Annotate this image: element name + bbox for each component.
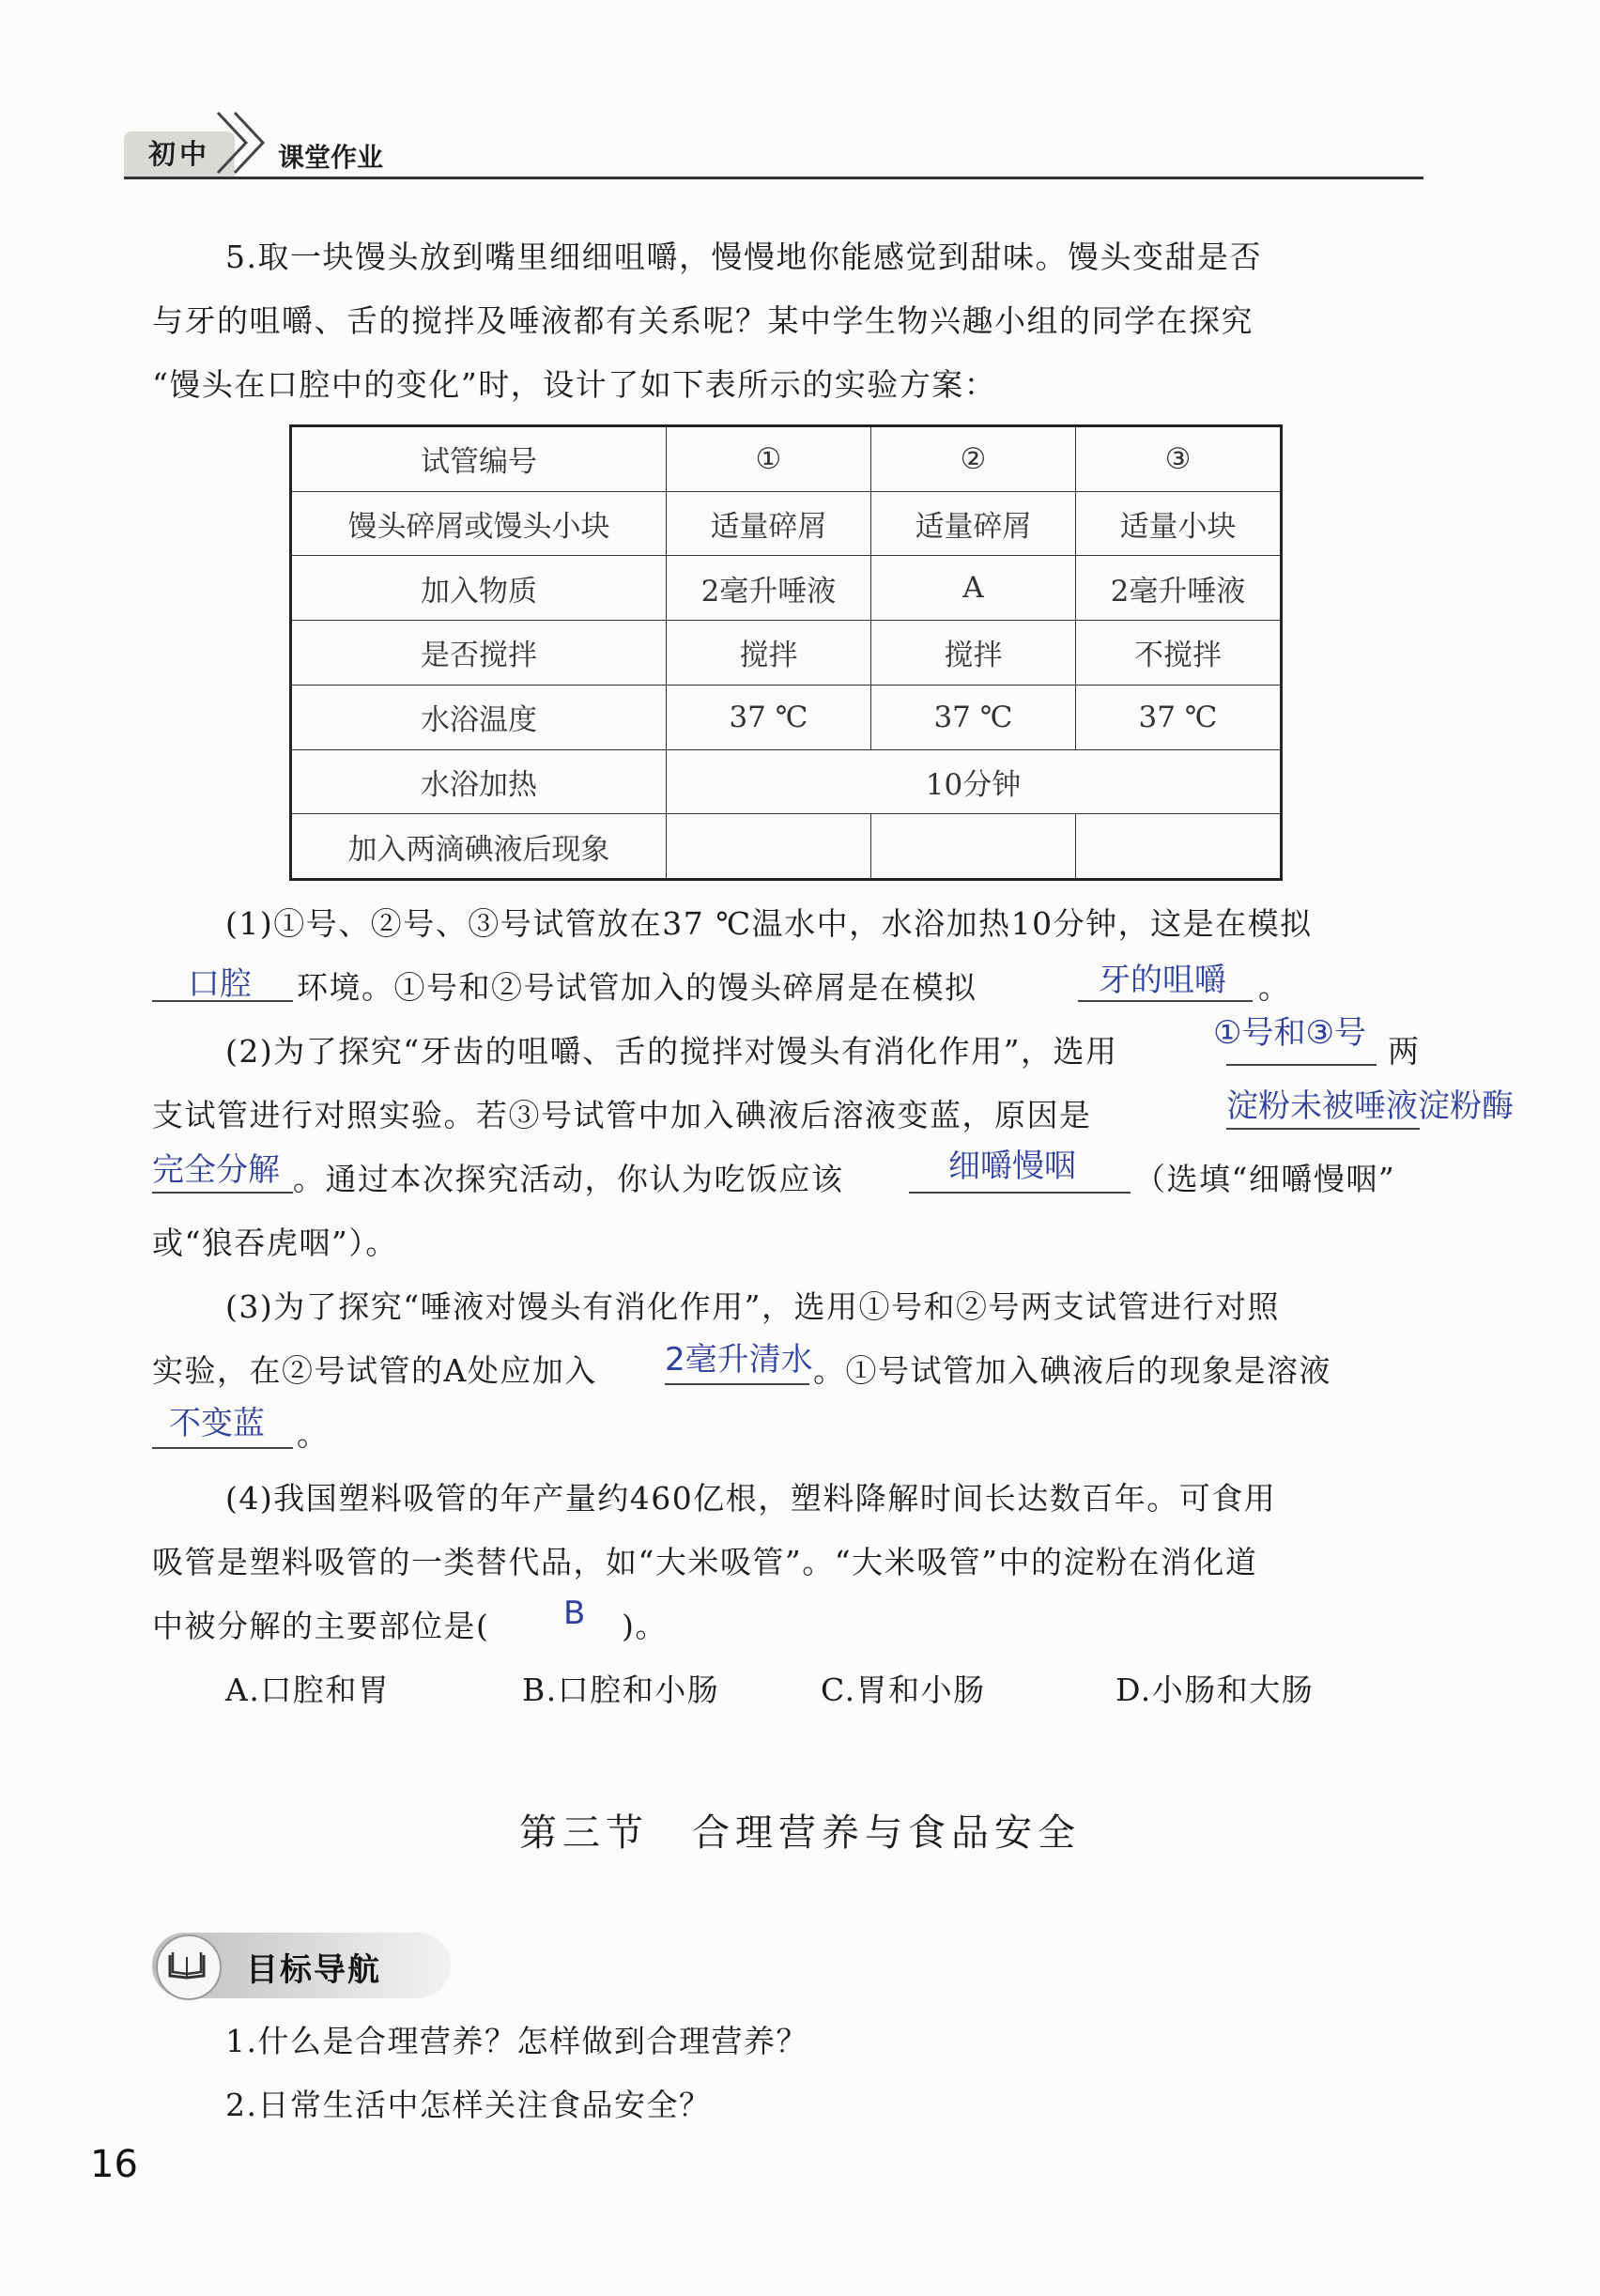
row-label: 加入两滴碘液后现象 bbox=[291, 814, 667, 880]
option-a[interactable]: A.口腔和胃 bbox=[225, 1672, 391, 1708]
section-title: 第三节 合理营养与食品安全 bbox=[519, 1811, 1081, 1855]
table-row bbox=[291, 426, 1282, 492]
table-cell: 37 ℃ bbox=[870, 685, 1075, 749]
blank-eating[interactable] bbox=[909, 1192, 1131, 1194]
table-cell: 37 ℃ bbox=[1075, 685, 1281, 749]
table-row bbox=[291, 491, 1282, 556]
table-cell: 搅拌 bbox=[870, 621, 1075, 686]
q5-4-line-3-end: )。 bbox=[622, 1608, 668, 1644]
q5-2-line-2: 支试管进行对照实验。若③号试管中加入碘液后溶液变蓝，原因是 bbox=[152, 1097, 1092, 1133]
q5-3-line-2-end: 。①号试管加入碘液后的现象是溶液 bbox=[813, 1352, 1331, 1389]
row-label: 是否搅拌 bbox=[291, 621, 667, 686]
q5-3-line-3-end: 。 bbox=[297, 1416, 330, 1453]
q5-2-line-1-end: 两 bbox=[1388, 1033, 1421, 1070]
header-title: 课堂作业 bbox=[278, 142, 384, 173]
table-cell: 2毫升唾液 bbox=[666, 556, 870, 621]
blank-substance-a[interactable] bbox=[665, 1383, 809, 1385]
q5-intro-line-1: 5.取一块馒头放到嘴里细细咀嚼，慢慢地你能感觉到甜味。馒头变甜是否 bbox=[225, 239, 1262, 275]
answer-substance-a: 2毫升清水 bbox=[665, 1341, 813, 1379]
table-cell: 适量小块 bbox=[1075, 491, 1281, 556]
q5-4-line-3: 中被分解的主要部位是( bbox=[152, 1608, 490, 1644]
table-cell bbox=[1075, 814, 1281, 880]
table-cell: 2毫升唾液 bbox=[1075, 556, 1281, 621]
option-d[interactable]: D.小肠和大肠 bbox=[1115, 1672, 1315, 1708]
answer-tubes: ①号和③号 bbox=[1213, 1014, 1366, 1052]
table-row bbox=[291, 621, 1282, 686]
table-cell bbox=[666, 814, 870, 880]
q5-intro-line-3: “馒头在口腔中的变化”时，设计了如下表所示的实验方案： bbox=[152, 366, 997, 403]
q5-1-line-1: (1)①号、②号、③号试管放在37 ℃温水中，水浴加热10分钟，这是在模拟 bbox=[225, 905, 1313, 942]
q5-4-line-2: 吸管是塑料吸管的一类替代品，如“大米吸管”。“大米吸管”中的淀粉在消化道 bbox=[152, 1544, 1258, 1580]
answer-eating: 细嚼慢咽 bbox=[948, 1148, 1076, 1185]
q5-3-line-2: 实验，在②号试管的A处应加入 bbox=[152, 1352, 597, 1389]
table-cell: 适量碎屑 bbox=[870, 491, 1075, 556]
table-cell: 不搅拌 bbox=[1075, 621, 1281, 686]
goals-title: 目标导航 bbox=[246, 1951, 381, 1989]
row-label: 试管编号 bbox=[291, 426, 667, 492]
q5-3-line-1: (3)为了探究“唾液对馒头有消化作用”，选用①号和②号两支试管进行对照 bbox=[225, 1288, 1280, 1325]
answer-environment: 口腔 bbox=[188, 965, 252, 1003]
q5-2-line-1: (2)为了探究“牙齿的咀嚼、舌的搅拌对馒头有消化作用”，选用 bbox=[225, 1033, 1118, 1070]
blank-reason[interactable] bbox=[1226, 1128, 1420, 1130]
table-cell: ① bbox=[666, 426, 870, 492]
option-b[interactable]: B.口腔和小肠 bbox=[522, 1672, 720, 1708]
answer-reason-part-2: 完全分解 bbox=[152, 1151, 280, 1189]
table-cell bbox=[870, 814, 1075, 880]
header-divider bbox=[124, 177, 1423, 179]
table-cell: ③ bbox=[1075, 426, 1281, 492]
table-cell-merged: 10分钟 bbox=[666, 749, 1281, 814]
q5-2-line-4: 或“狼吞虎咽”）。 bbox=[152, 1225, 398, 1261]
goal-item-1: 1.什么是合理营养？怎样做到合理营养？ bbox=[225, 2023, 808, 2059]
table-cell: 37 ℃ bbox=[666, 685, 870, 749]
table-cell: 搅拌 bbox=[666, 621, 870, 686]
answer-simulate: 牙的咀嚼 bbox=[1099, 962, 1226, 999]
table-row bbox=[291, 685, 1282, 749]
table-row bbox=[291, 556, 1282, 621]
q5-intro-line-2: 与牙的咀嚼、舌的搅拌及唾液都有关系呢？某中学生物兴趣小组的同学在探究 bbox=[152, 302, 1254, 339]
q5-4-line-1: (4)我国塑料吸管的年产量约460亿根，塑料降解时间长达数百年。可食用 bbox=[225, 1480, 1277, 1517]
option-c[interactable]: C.胃和小肠 bbox=[821, 1672, 986, 1708]
blank-result[interactable] bbox=[152, 1447, 293, 1449]
row-label: 加入物质 bbox=[291, 556, 667, 621]
blank-simulate[interactable] bbox=[1078, 1000, 1253, 1002]
blank-reason-cont[interactable] bbox=[152, 1192, 293, 1194]
grade-badge: 初中 bbox=[124, 131, 235, 177]
book-icon bbox=[167, 1949, 207, 1981]
double-chevron-icon bbox=[212, 105, 272, 178]
goal-item-2: 2.日常生活中怎样关注食品安全？ bbox=[225, 2087, 712, 2123]
table-row bbox=[291, 814, 1282, 880]
answer-choice: B bbox=[563, 1595, 586, 1632]
row-label: 水浴加热 bbox=[291, 749, 667, 814]
answer-reason-part-1: 淀粉未被唾液淀粉酶 bbox=[1226, 1087, 1514, 1125]
table-row bbox=[291, 749, 1282, 814]
q5-2-line-3-end: （选填“细嚼慢咽” bbox=[1134, 1161, 1396, 1197]
answer-result: 不变蓝 bbox=[169, 1405, 265, 1442]
table-cell: 适量碎屑 bbox=[666, 491, 870, 556]
experiment-table bbox=[289, 424, 1283, 881]
q5-2-line-3: 。通过本次探究活动，你认为吃饭应该 bbox=[293, 1161, 844, 1197]
row-label: 馒头碎屑或馒头小块 bbox=[291, 491, 667, 556]
page-number: 16 bbox=[90, 2143, 138, 2186]
table-cell: A bbox=[870, 556, 1075, 621]
blank-tubes[interactable] bbox=[1226, 1064, 1377, 1066]
q5-1-line-2: 环境。①号和②号试管加入的馒头碎屑是在模拟 bbox=[297, 969, 977, 1006]
table-cell: ② bbox=[870, 426, 1075, 492]
row-label: 水浴温度 bbox=[291, 685, 667, 749]
q5-1-line-2-end: 。 bbox=[1258, 969, 1291, 1006]
